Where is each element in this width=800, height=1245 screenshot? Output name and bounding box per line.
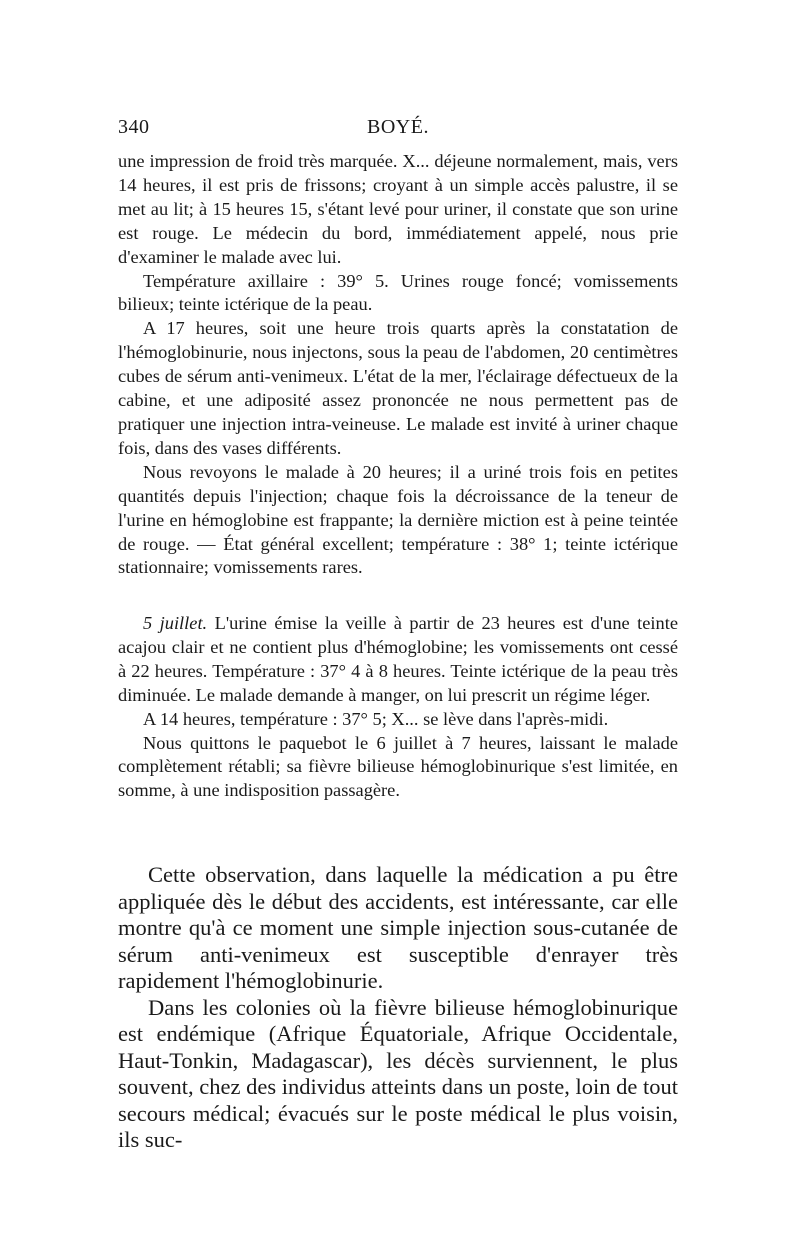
page-number: 340 bbox=[118, 116, 150, 138]
paragraph-departure: Nous quittons le paquebot le 6 juillet à 7 heures, laissant le malade complètement rétabli; sa fièvre bilieuse hémoglobinurique s'est limitée, en somme, à une indisposition passagère. bbox=[118, 732, 678, 801]
observation-section bbox=[118, 150, 678, 580]
running-head: BOYÉ. bbox=[367, 116, 429, 138]
paragraph-conclusion: Cette observation, dans laquelle la médication a pu être appliquée dès le début des accidents, est intéressante, car elle montre qu'à ce moment une simple injection sous-cutanée de sérum anti-venimeux est susceptible d'enrayer très rapidement l'hémoglobinurie. bbox=[118, 862, 678, 993]
paragraph-continuation: une impression de froid très marquée. X... déjeune normalement, mais, vers 14 heures, il est pris de frissons; croyant à un simple accès palustre, il se met au lit; à 15 heures 15, s'étant levé pour uriner, il constate que son urine est rouge. Le médecin du bord, immédiatement appelé, nous prie d'examiner le malade avec lui. bbox=[118, 151, 678, 267]
paragraph-temperature: Température axillaire : 39° 5. Urines rouge foncé; vomissements bilieux; teinte ictérique de la peau. bbox=[118, 270, 678, 315]
july-5-section bbox=[118, 612, 678, 803]
paragraph-july-5 bbox=[118, 612, 678, 708]
page-header bbox=[118, 116, 678, 142]
paragraph-colonies: Dans les colonies où la fièvre bilieuse hémoglobinurique est endémique (Afrique Équatoriale, Afrique Occidentale, Haut-Tonkin, Madagascar), les décès surviennent, le plus souvent, chez des individus atteints dans un poste, loin de tout secours médical; évacués sur le poste médical le plus voisin, ils suc- bbox=[118, 994, 678, 1152]
paragraph-injection: A 17 heures, soit une heure trois quarts après la constatation de l'hémoglobinurie, nous injectons, sous la peau de l'abdomen, 20 centimètres cubes de sérum anti-venimeux. L'état de la mer, l'éclairage défectueux de la cabine, et une adiposité assez prononcée ne nous permettent pas de pratiquer une injection intra-veineuse. Le malade est invité à uriner chaque fois, dans des vases différents. bbox=[118, 318, 678, 458]
date-label: 5 juillet. bbox=[143, 613, 208, 633]
discussion-section bbox=[118, 862, 678, 1154]
paragraph-revisit: Nous revoyons le malade à 20 heures; il a uriné trois fois en petites quantités depuis l'injection; chaque fois la décroissance de la teneur de l'urine en hémoglobine est frappante; la dernière miction est à peine teintée de rouge. — État général excellent; température : 38° 1; teinte ictérique stationnaire; vomissements rares. bbox=[118, 461, 678, 578]
paragraph-july-5-text: L'urine émise la veille à partir de 23 heures est d'une teinte acajou clair et ne contient plus d'hémoglobine; les vomissements ont cessé à 22 heures. Température : 37° 4 à 8 heures. Teinte ictérique de la peau très diminuée. Le malade demande à manger, on lui prescrit un régime léger. bbox=[118, 613, 678, 705]
paragraph-afternoon: A 14 heures, température : 37° 5; X... se lève dans l'après-midi. bbox=[143, 708, 609, 729]
